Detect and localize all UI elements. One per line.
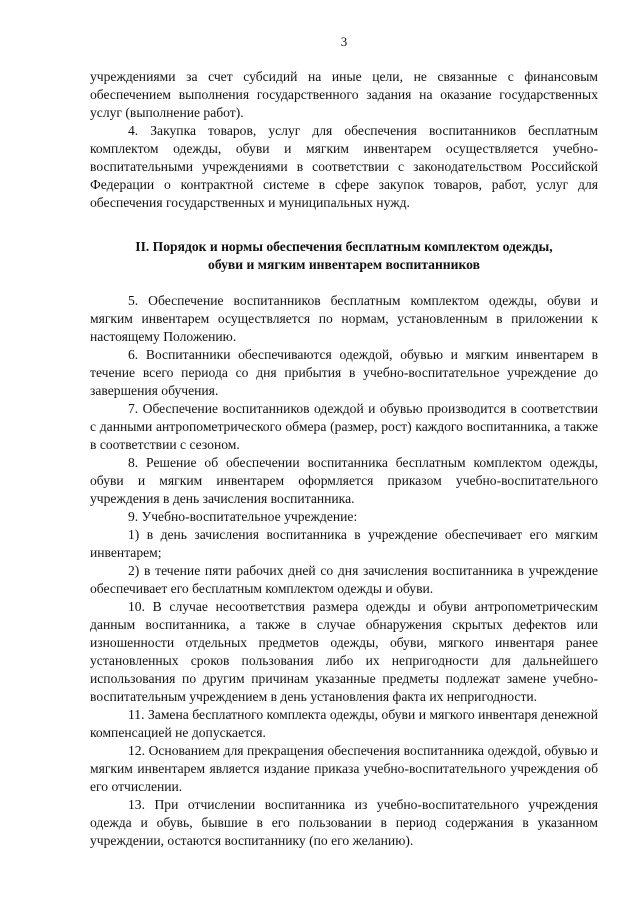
page-number: 3: [340, 34, 348, 49]
paragraph-5: 5. Обеспечение воспитанников бесплатным комплектом одежды, обуви и мягким инвентарем осуществляется по нормам, установленным в приложении к настоящему Положению.: [90, 293, 598, 344]
paragraph-9-item-1: 1) в день зачисления воспитанника в учреждение обеспечивает его мягким инвентарем;: [90, 527, 598, 560]
paragraph-4: 4. Закупка товаров, услуг для обеспечения воспитанников бесплатным комплектом одежды, обуви и мягким инвентарем осуществляется учебно-воспитательными учреждениями в соответствии с законодательством Российской Федерации о контрактной системе в сфере закупок товаров, работ, услуг для обеспечения государственных и муниципальных нужд.: [90, 123, 598, 210]
paragraph-10: 10. В случае несоответствия размера одежды и обуви антропометрическим данным воспитанника, а также в случае обнаружения скрытых дефектов или изношенности отдельных предметов одежды, обуви, мягкого инвентаря ранее установленных сроков пользования либо их непригодности для дальнейшего использования по другим причинам указанные предметы подлежат замене учебно-воспитательным учреждением в день установления факта их непригодности.: [90, 599, 598, 704]
paragraph-9-item-2: 2) в течение пяти рабочих дней со дня зачисления воспитанника в учреждение обеспечивает его бесплатным комплектом одежды и обуви.: [90, 563, 598, 596]
paragraph-12: 12. Основанием для прекращения обеспечения воспитанника одеждой, обувью и мягким инвентарем является издание приказа учебно-воспитательного учреждения об его отчислении.: [90, 743, 598, 794]
paragraph-continuation: учреждениями за счет субсидий на иные цели, не связанные с финансовым обеспечением выполнения государственного задания на оказание государственных услуг (выполнение работ).: [90, 69, 598, 120]
paragraph-7: 7. Обеспечение воспитанников одеждой и обувью производится в соответствии с данными антропометрического обмера (размер, рост) каждого воспитанника, а также в соответствии с сезоном.: [90, 401, 598, 452]
section-title-line-2: обуви и мягким инвентарем воспитанников: [208, 257, 480, 272]
paragraph-9: 9. Учебно-воспитательное учреждение:: [128, 509, 358, 524]
paragraph-11: 11. Замена бесплатного комплекта одежды, обуви и мягкого инвентаря денежной компенсацией не допускается.: [90, 707, 598, 740]
document-body: [90, 68, 598, 850]
paragraph-13: 13. При отчислении воспитанника из учебно-воспитательного учреждения одежда и обувь, бывшие в его пользовании в период содержания в указанном учреждении, остаются воспитаннику (по его желанию).: [90, 797, 598, 848]
paragraph-6: 6. Воспитанники обеспечиваются одеждой, обувью и мягким инвентарем в течение всего периода со дня прибытия в учебно-воспитательное учреждение до завершения обучения.: [90, 347, 598, 398]
paragraph-8: 8. Решение об обеспечении воспитанника бесплатным комплектом одежды, обуви и мягким инвентарем оформляется приказом учебно-воспитательного учреждения в день зачисления воспитанника.: [90, 455, 598, 506]
section-title-line-1: II. Порядок и нормы обеспечения бесплатным комплектом одежды,: [135, 239, 553, 254]
section-title: [90, 238, 598, 274]
